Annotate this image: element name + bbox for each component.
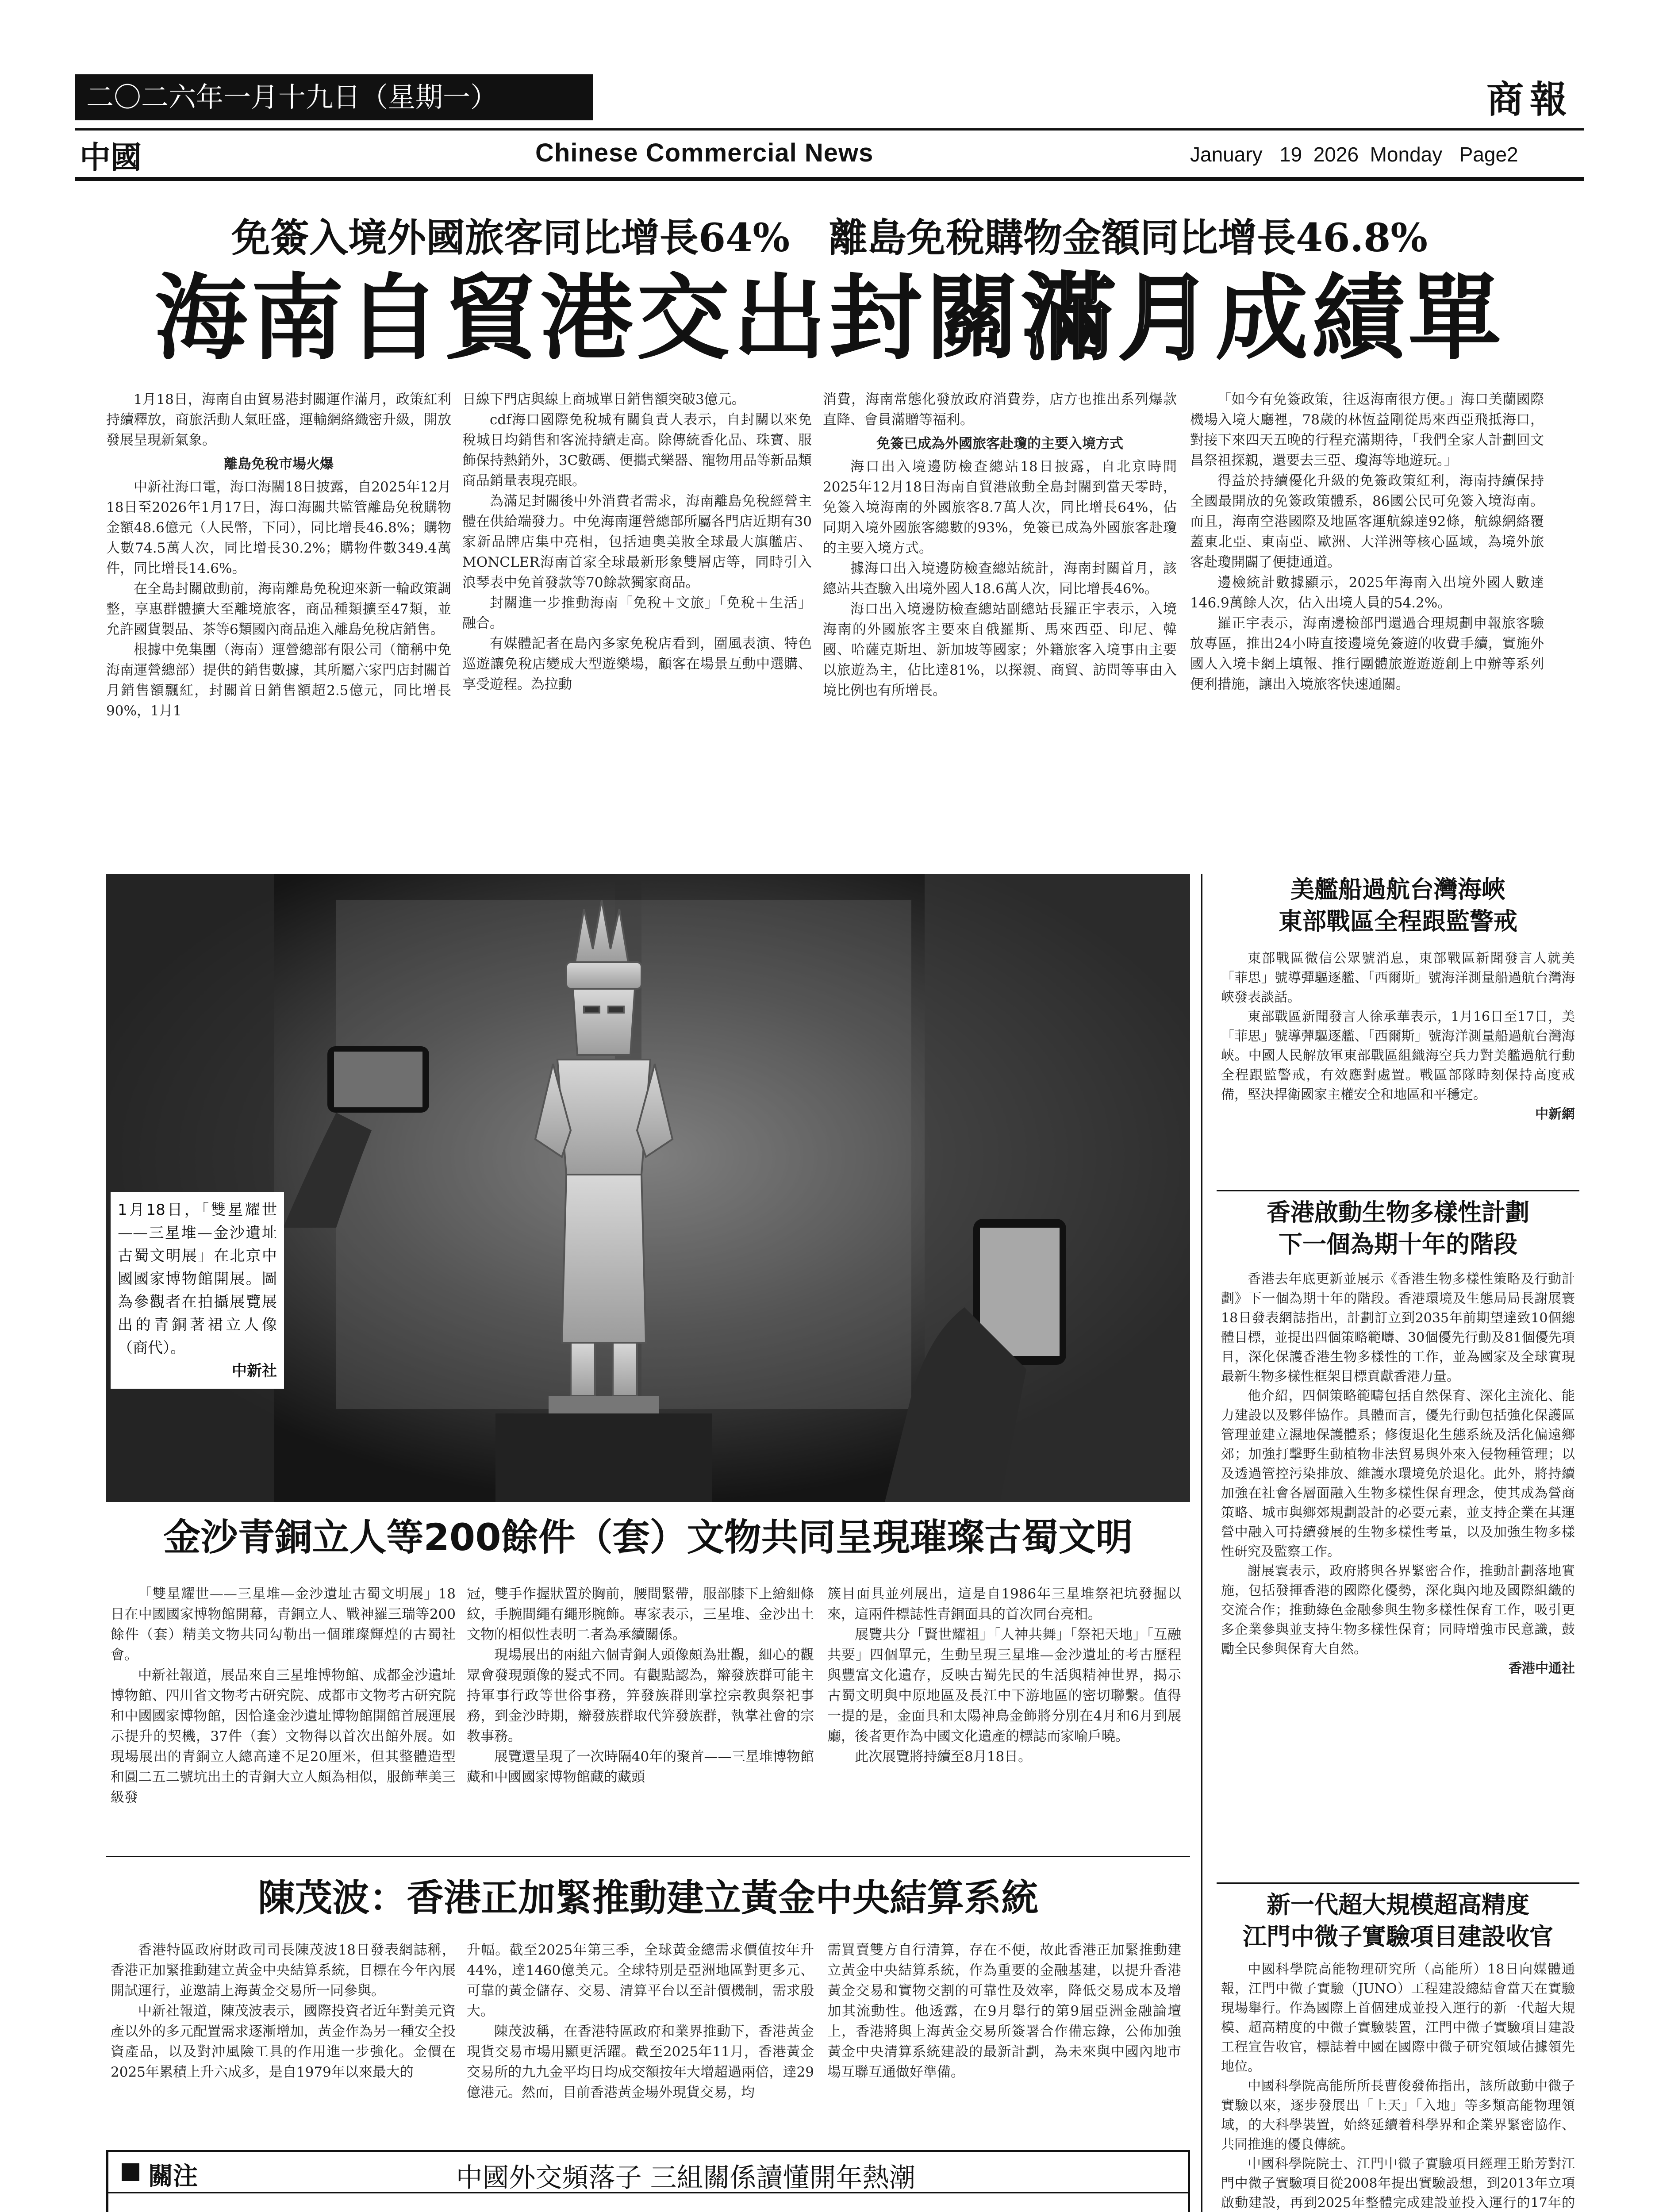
bronze-paragraph: 此次展覽將持續至8月18日。 <box>855 1749 1032 1765</box>
bronze-paragraph: 冠，雙手作握狀置於胸前，腰間緊帶，服部膝下上繪細條紋，手腕間繩有繩形腕飾。專家表示，三星堆、金沙出土文物的相似性表明二者為承續關係。 <box>467 1586 814 1643</box>
focus-tag: 關注 <box>148 2162 198 2191</box>
sidebar-2-headline <box>1217 1197 1579 1260</box>
lead-headline <box>75 265 1584 372</box>
lead-paragraph: 「如今有免簽政策，往返海南很方便。」海口美蘭國際機場入境大廳裡，78歲的林恆益剛從馬來西亞飛抵海口，對接下來四天五晚的行程充滿期待，「我們全家人計劃回文昌祭祖探親，還要去三亞、瓊海等地遊玩。」 <box>1190 392 1544 469</box>
sidebar-1-headline-line2: 東部戰區全程跟監警戒 <box>1279 907 1517 935</box>
sidebar-1-headline <box>1217 874 1579 937</box>
masthead-date-cn: 二〇二六年一月十九日（星期一） <box>86 81 498 113</box>
section-name: 中國 <box>80 139 142 176</box>
bronze-column-2 <box>467 1584 814 1787</box>
sidebar-2-headline-line1: 香港啟動生物多樣性計劃 <box>1267 1198 1529 1226</box>
sidebar-1-paragraph: 東部戰區新聞發言人徐承華表示，1月16日至17日，美「菲思」號導彈驅逐艦、「西爾斯」號海洋測量船過航台灣海峽。中國人民解放軍東部戰區組織海空兵力對美艦過航行動全程跟監警戒，有效應對處置。戰區部隊時刻保持高度戒備，堅決捍衛國家主權安全和地區和平穩定。 <box>1221 1009 1575 1102</box>
lead-paragraph: 在全島封關啟動前，海南離島免稅迎來新一輪政策調整，享惠群體擴大至離境旅客，商品種類擴至47類，並允許國貨製品、茶等6類國內商品進入離島免稅店銷售。 <box>106 581 451 637</box>
lead-paragraph: 邊檢統計數據顯示，2025年海南入出境外國人數達146.9萬餘人次，佔入出境人員的54.2%。 <box>1190 575 1544 611</box>
bronze-paragraph: 「雙星耀世——三星堆—金沙遺址古蜀文明展」18日在中國國家博物館開幕，青銅立人、戰神羅三瑞等200餘件（套）精美文物共同勾勒出一個璀璨輝煌的古蜀社會。 <box>111 1586 456 1663</box>
lead-column-1 <box>106 389 451 721</box>
lead-paragraph: 有媒體記者在島內多家免稅店看到，圍風表演、特色巡遊讓免稅店變成大型遊樂場，顧客在場景互動中選購、享受遊程。為拉動 <box>462 636 812 692</box>
sidebar-3-paragraph: 中國科學院院士、江門中微子實驗項目經理王貽芳對江門中微子實驗項目從2008年提出實驗設想，到2013年立項啟動建設，再到2025年整體完成建設並投入運行的17年的 <box>1221 2156 1575 2211</box>
masthead-date-en: January 19 2026 Monday Page2 <box>1190 143 1518 166</box>
bronze-paragraph: 現場展出的兩組六個青銅人頭像頗為壯觀，細心的觀眾會發現頭像的髮式不同。有觀點認為，辮發族群可能主持軍事行政等世俗事務，笄發族群則掌控宗教與祭祀事務，到金沙時期，辮發族群取代笄發族群，執掌社會的宗教事務。 <box>467 1647 814 1744</box>
sidebar-2-paragraph: 謝展寰表示，政府將與各界緊密合作，推動計劃落地實施，包括發揮香港的國際化優勢，深化與內地及國際組織的交流合作；推動綠色金融參與生物多樣性保育工作，吸引更多企業參與並支持生物多樣性保育；同時增強市民意識，鼓勵全民參與保育大自然。 <box>1221 1563 1575 1657</box>
gold-paragraph: 陳茂波稱，在香港特區政府和業界推動下，香港黃金現貨交易市場用顯更活躍。截至2025年11月，香港黃金交易所的九九金平均日均成交額按年大增超過兩倍，達29億港元。然而，目前香港黃金場外現貨交易，均 <box>467 2024 814 2101</box>
sidebar-3-paragraph: 中國科學院高能物理研究所（高能所）18日向媒體通報，江門中微子實驗（JUNO）工程建設總結會當天在實驗現場舉行。作為國際上首個建成並投入運行的新一代超大規模、超高精度的中微子實驗裝置，江門中微子實驗項目建設工程宣告收官，標誌着中國在國際中微子研究領域佔據領先地位。 <box>1221 1962 1575 2074</box>
sidebar-rule <box>1217 1190 1579 1191</box>
sidebar-2-paragraph: 香港去年底更新並展示《香港生物多樣性策略及行動計劃》下一個為期十年的階段。香港環境及生態局局長謝展寰18日發表網誌指出，計劃訂立到2035年前期望達致10個總體目標，並提出四個策略範疇、30個優先行動及81個優先項目，深化保護香港生物多樣性的工作，並為國家及全球實現最新生物多樣性框架目標貢獻香港力量。 <box>1221 1271 1575 1384</box>
sidebar-2-credit: 香港中通社 <box>1509 1661 1575 1676</box>
sidebar-2-headline-line2: 下一個為期十年的階段 <box>1279 1230 1517 1258</box>
lead-paragraph: 羅正宇表示，海南邊檢部門還過合理規劃申報旅客驗放專區，推出24小時直接邊境免簽遊的收費手續，實施外國人入境卡網上填報、推行團體旅遊遊遊創上申辦等系列便利措施，讓出入境旅客快速通關。 <box>1190 615 1544 692</box>
sidebar-divider <box>1201 874 1202 2212</box>
lead-paragraph: 海口出入境邊防檢查總站副總站長羅正宇表示，入境海南的外國旅客主要來自俄羅斯、馬來西亞、印尼、韓國、哈薩克斯坦、新加坡等國家；外籍旅客入境事由主要以旅遊為主，佔比達81%，以探親、商貿、訪問等事由入境比例也有所增長。 <box>823 601 1177 699</box>
lead-paragraph: 為滿足封關後中外消費者需求，海南離島免稅經營主體在供給端發力。中免海南運營總部所屬各門店近期有30家新品牌店集中亮相，包括迪奧美妝全球最大旗艦店、MONCLER海南首家全球最新形象雙層店等，同時引入浪琴表中免首發款等70餘款獨家商品。 <box>462 493 812 591</box>
divider <box>106 1856 1190 1857</box>
lead-column-4 <box>1190 389 1544 695</box>
lead-paragraph: 據海口出入境邊防檢查總站統計，海南封關首月，該總站共查驗入出境外國人18.6萬人次，同比增長46%。 <box>823 561 1177 597</box>
lead-paragraph: 得益於持續優化升級的免簽政策紅利，海南持續保持全國最開放的免簽政策體系，86國公民可免簽入境海南。而且，海南空港國際及地區客運航線達92條，航線網絡覆蓋東北亞、東南亞、歐洲、大洋洲等核心區域，為境外旅客赴瓊開闢了便捷通道。 <box>1190 473 1544 570</box>
photo-caption <box>111 1192 284 1389</box>
sidebar-1-credit: 中新網 <box>1535 1106 1575 1122</box>
sidebar-1-headline-line1: 美艦船過航台灣海峽 <box>1290 876 1505 903</box>
bronze-paragraph: 展覽共分「賢世耀祖」「人神共舞」「祭祀天地」「互融共要」四個單元，生動呈現三星堆—金沙遺址的考古歷程與豐富文化遺存，反映古蜀先民的生活與精神世界，揭示古蜀文明與中原地區及長江中下游地區的密切聯繫。值得一提的是，金面具和太陽神鳥金飾將分別在4月和6月到展廳，後者更作為中國文化遺產的標誌而家喻戶曉。 <box>827 1627 1181 1744</box>
photo-caption-text: 1月18日，「雙星耀世——三星堆—金沙遺址古蜀文明展」在北京中國國家博物館開展。圖為參觀者在拍攝展覽展出的青銅著裙立人像（商代）。 <box>118 1201 277 1357</box>
gold-column-2 <box>467 1940 814 2103</box>
gold-column-1 <box>111 1940 456 2082</box>
bronze-paragraph: 展覽還呈現了一次時隔40年的聚首——三星堆博物館藏和中國國家博物館藏的藏頭 <box>467 1749 814 1785</box>
bronze-column-3 <box>827 1584 1181 1767</box>
bronze-column-1 <box>111 1584 456 1808</box>
photo-credit: 中新社 <box>232 1362 277 1380</box>
sidebar-1-paragraph: 東部戰區微信公眾號消息，東部戰區新聞發言人就美「菲思」號導彈驅逐艦、「西爾斯」號海洋測量船過航台灣海峽發表談話。 <box>1221 951 1575 1005</box>
focus-headline: 中國外交頻落子 三組關係讀懂開年熱潮 <box>456 2162 916 2193</box>
lead-paragraph: 封關進一步推動海南「免稅＋文旅」「免稅＋生活」融合。 <box>462 595 812 631</box>
sidebar-1-body <box>1221 949 1575 1124</box>
lead-headline-part1: 海南自貿港交出封關 <box>154 264 1022 373</box>
paper-name: Chinese Commercial News <box>535 138 874 167</box>
gold-paragraph: 需買賣雙方自行清算，存在不便，故此香港正加緊推動建立黃金中央結算系統，作為重要的金融基建，以提升香港黃金交易和實物交割的可靠性及效率，降低交易成本及增加其流動性。他透露，在9月舉行的第9屆亞洲金融論壇上，香港將與上海黃金交易所簽署合作備忘錄，公佈加強黃金中央清算系統建設的最新計劃，為未來與中國內地市場互聯互通做好準備。 <box>827 1942 1181 2080</box>
lead-paragraph: 中新社海口電，海口海關18日披露，自2025年12月18日至2026年1月17日，海口海關共監管離島免稅購物金額48.6億元（人民幣，下同），同比增長46.8%；購物人數74.5萬人次，同比增長30.2%；購物件數349.4萬件，同比增長14.6%。 <box>106 479 451 576</box>
bronze-statue-photo <box>106 874 1190 1502</box>
lead-paragraph: 海口出入境邊防檢查總站18日披露，自北京時間2025年12月18日海南自貿港啟動全島封關到當天零時，免簽入境海南的外國旅客8.7萬人次，同比增長64%，佔同期入境外國旅客總數的93%，免簽已成為外國旅客赴瓊的主要入境方式。 <box>823 459 1177 556</box>
lead-paragraph: 消費，海南常態化發放政府消費券，店方也推出系列爆款直降、會員滿贈等福利。 <box>823 392 1177 428</box>
sidebar-3-body <box>1221 1960 1575 2212</box>
masthead-rule-top <box>75 128 1584 131</box>
lead-headline-part3: 成績單 <box>1215 264 1505 373</box>
gold-paragraph: 升幅。截至2025年第三季，全球黃金總需求價值按年升44%，達1460億美元。全球特別是亞洲地區對更多元、可靠的黃金儲存、交易、清算平台以至計價機制，需求殷大。 <box>467 1942 814 2019</box>
masthead-logo: 商報 <box>1486 77 1574 121</box>
lead-column-2 <box>462 389 812 695</box>
sidebar-3-headline <box>1217 1889 1579 1953</box>
bronze-paragraph: 中新社報道，展品來自三星堆博物館、成都金沙遺址博物館、四川省文物考古研究院、成都市文物考古研究院和中國國家博物館，因恰逢金沙遺址博物館開館首展運展示提升的契機，37件（套）文物得以首次出館外展。如現場展出的青銅立人總高達不足20厘米，但其整體造型和圓二五二號坑出土的青銅大立人頗為相似，服飾華美三級發 <box>111 1667 456 1805</box>
lead-paragraph: 日線下門店與線上商城單日銷售額突破3億元。 <box>462 392 745 407</box>
gold-column-3 <box>827 1940 1181 2082</box>
gold-headline: 陳茂波：香港正加緊推動建立黃金中央結算系統 <box>257 1876 1038 1920</box>
sidebar-3-headline-line2: 江門中微子實驗項目建設收官 <box>1243 1923 1553 1951</box>
lead-paragraph: 根據中免集團（海南）運營總部有限公司（簡稱中免海南運營總部）提供的銷售數據，其所屬六家門店封關首月銷售額飄紅，封關首日銷售額超2.5億元，同比增長90%，1月1 <box>106 642 451 719</box>
lead-subhead-visa-free: 免簽已成為外國旅客赴瓊的主要入境方式 <box>876 436 1123 452</box>
lead-subhead: 免簽入境外國旅客同比增長64% 離島免稅購物金額同比增長46.8% <box>231 215 1428 261</box>
sidebar-2-paragraph: 他介紹，四個策略範疇包括自然保育、深化主流化、能力建設以及夥伴協作。具體而言，優先行動包括強化保護區管理並建立濕地保護體系；修復退化生態系統及活化偏遠鄉郊；加強打擊野生動植物非法貿易與外來入侵物種管理；以及透過管控污染排放、維護水環境免於退化。此外，將持續加強在社會各層面融入生物多樣性保育理念，使其成為營商策略、城市與鄉郊規劃設計的必要元素，並支持企業在其運營中融入可持續發展的生物多樣性考量，以及加強生物多樣性研究及監察工作。 <box>1221 1388 1575 1559</box>
sidebar-2-body <box>1221 1270 1575 1678</box>
sidebar-rule <box>1217 1882 1579 1884</box>
gold-paragraph: 中新社報道，陳茂波表示，國際投資者近年對美元資產以外的多元配置需求逐漸增加，黃金作為另一種安全投資產品，以及對沖風險工具的作用進一步強化。金價在2025年累積上升六成多，是自1979年以來最大的 <box>111 2003 456 2080</box>
sidebar-3-paragraph: 中國科學院高能所所長曹俊發佈指出，該所啟動中微子實驗以來，逐步發展出「上天」「入地」等多類高能物理領域，的大科學裝置，始終延續着科學界和企業界緊密協作、共同推進的優良傳統。 <box>1221 2078 1575 2152</box>
masthead-rule-bottom <box>75 177 1584 181</box>
bronze-headline: 金沙青銅立人等200餘件（套）文物共同呈現璀璨古蜀文明 <box>163 1516 1133 1559</box>
lead-paragraph: cdf海口國際免稅城有關負責人表示，自封關以來免稅城日均銷售和客流持續走高。除傳統香化品、珠寶、服飾保持熱銷外，3C數碼、便攜式樂器、寵物用品等新品類商品銷量表現亮眼。 <box>462 412 812 489</box>
lead-headline-highlight: 滿月 <box>1022 264 1215 373</box>
gold-paragraph: 香港特區政府財政司司長陳茂波18日發表網誌稱，香港正加緊推動建立黃金中央結算系統，目標在今年內展開試運行，並邀請上海黃金交易所一同參與。 <box>111 1942 456 1999</box>
bronze-paragraph: 簇目面具並列展出，這是自1986年三星堆祭祀坑發掘以來，這兩件標誌性青銅面具的首次同台亮相。 <box>827 1586 1181 1622</box>
lead-intro: 1月18日，海南自由貿易港封關運作滿月，政策紅利持續釋放，商旅活動人氣旺盛，運輸網絡織密升級，開放發展呈現新氣象。 <box>106 392 451 448</box>
lead-column-3 <box>823 389 1177 701</box>
focus-square-icon <box>122 2163 139 2181</box>
sidebar-3-headline-line1: 新一代超大規模超高精度 <box>1267 1891 1529 1919</box>
lead-subhead-duty-free: 離島免稅市場火爆 <box>224 456 334 472</box>
